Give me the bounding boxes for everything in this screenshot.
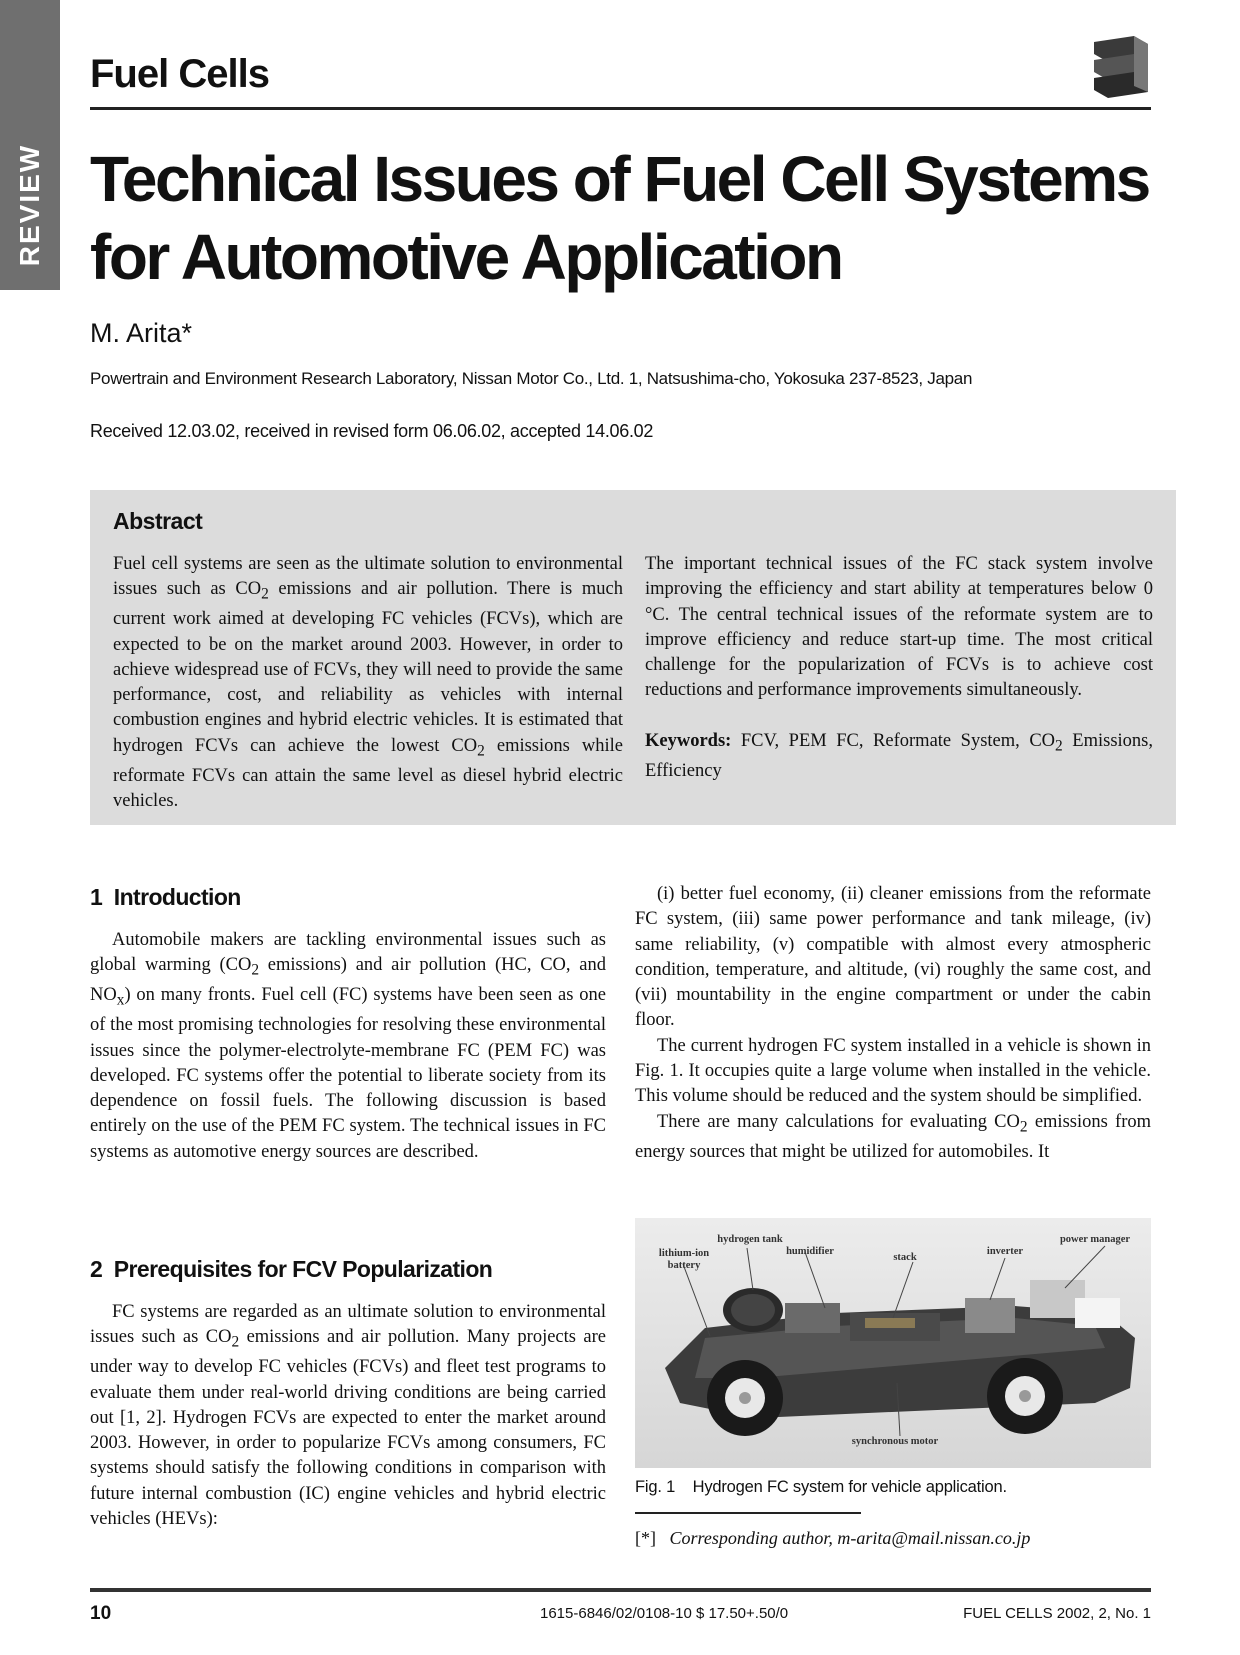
- review-side-tab: [0, 0, 60, 290]
- label-inverter: inverter: [986, 1246, 1024, 1257]
- abstract-box: [90, 490, 1176, 825]
- label-hydrogen-tank: hydrogen tank: [717, 1234, 783, 1245]
- figure-vehicle-chassis: [635, 1218, 1151, 1468]
- footer-code: 1615-6846/02/0108-10 $ 17.50+.50/0: [540, 1605, 789, 1622]
- affiliation: Powertrain and Environment Research Laboratory, Nissan Motor Co., Ltd. 1, Natsushima-cho, Yokosuka 237-8523, Japan: [90, 369, 973, 388]
- right-column-text: (i) better fuel economy, (ii) cleaner emissions from the reformate FC system, (iii) same power performance and tank mileage, (iv) same reliability, (v) compatible with almost every atmospheric condition, temperature, and altitude, (vi) roughly the same cost, and (vii) mountability in the engine compartment or under the cabin floor. The current hydrogen FC system installed in a vehicle is shown in Fig. 1. It occupies quite a large volume when installed in the vehicle. This volume should be reduced and the system should be simplified. There are many calculations for evaluating $CO_2$ emissions from energy sources that might be utilized for automobiles. It: [635, 884, 1151, 1162]
- footnote: [*] Corresponding author, m-arita@mail.nissan.co.jp: [635, 1528, 1031, 1548]
- abstract-left-column: Fuel cell systems are seen as the ultimate solution to environmental issues such as $CO_2$ emissions and air pollution. There is much current work aimed at developing FC vehicles (FCVs), which are expected to be on the market around 2003. However, in order to achieve widespread use of FCVs, they will need to provide the same performance, cost, and reliability as vehicles with internal combustion engines and hybrid electric vehicles. It is estimated that hydrogen FCVs can achieve the lowest $CO_2$ emissions while reformate FCVs can attain the same level as diesel hybrid electric vehicles.: [113, 554, 623, 812]
- label-humidifier: humidifier: [786, 1246, 834, 1257]
- keywords: Keywords: FCV, PEM FC, Reformate System, $CO_2$ Emissions, Efficiency: [645, 730, 1153, 781]
- journal-logo-icon: [1090, 36, 1152, 102]
- author: M. Arita*: [90, 318, 193, 348]
- footnote-rule: [635, 1512, 861, 1514]
- figure-caption: Fig. 1 Hydrogen FC system for vehicle application.: [635, 1478, 1007, 1496]
- prereq-heading: 2 Prerequisites for FCV Popularization: [90, 1256, 493, 1282]
- section-header: Fuel Cells: [90, 52, 269, 96]
- prereq-text: FC systems are regarded as an ultimate solution to environmental issues such as $CO_2$ emissions and air pollution. Many projects are under way to develop FC vehicles (FCVs) and fleet test programs to evaluate them under real-world driving conditions are being carried out [1, 2]. Hydrogen FCVs are expected to enter the market around 2003. However, in order to popularize FCVs among consumers, FC systems should satisfy the following conditions in comparison with future internal combustion (IC) engine vehicles and hybrid electric vehicles (HEVs):: [90, 1302, 606, 1530]
- abstract-right-text: The important technical issues of the FC stack system involve improving the efficiency and start ability at temperatures below 0 °C. The central technical issues of the reformate system are to improve efficiency and reduce start-up time. The most critical challenge for the popularization of FCVs is to achieve cost reductions and performance improvements simultaneously.: [645, 554, 1153, 701]
- abstract-right-column: [645, 552, 1153, 784]
- label-synchronous-motor: synchronous motor: [851, 1436, 939, 1447]
- header-rule: [90, 107, 1151, 110]
- intro-text: Automobile makers are tackling environmental issues such as global warming ($CO_2$ emissions) and air pollution (HC, CO, and $NO_x$) on many fronts. Fuel cell (FC) systems have been seen as one of the most promising technologies for resolving these environmental issues since the polymer-electrolyte-membrane FC (PEM FC) was developed. FC systems offer the potential to liberate society from its dependence on fossil fuels. The following discussion is based entirely on the use of the PEM FC system. The technical issues in FC systems as automotive energy sources are described.: [90, 930, 606, 1162]
- intro-heading: 1 Introduction: [90, 884, 241, 910]
- side-tab-label: REVIEW: [14, 143, 45, 267]
- label-power-manager: power manager: [1059, 1234, 1131, 1245]
- abstract-heading: Abstract: [113, 508, 203, 534]
- received-dates: Received 12.03.02, received in revised form 06.06.02, accepted 14.06.02: [90, 421, 654, 441]
- footer-journal: FUEL CELLS 2002, 2, No. 1: [963, 1605, 1151, 1622]
- label-stack: stack: [893, 1252, 917, 1263]
- page-number: 10: [90, 1603, 112, 1624]
- label-lithium-battery: lithium-ion battery: [658, 1248, 710, 1271]
- article-title: Technical Issues of Fuel Cell Systems for Automotive Application: [90, 143, 1149, 293]
- footer-rule: [90, 1588, 1151, 1592]
